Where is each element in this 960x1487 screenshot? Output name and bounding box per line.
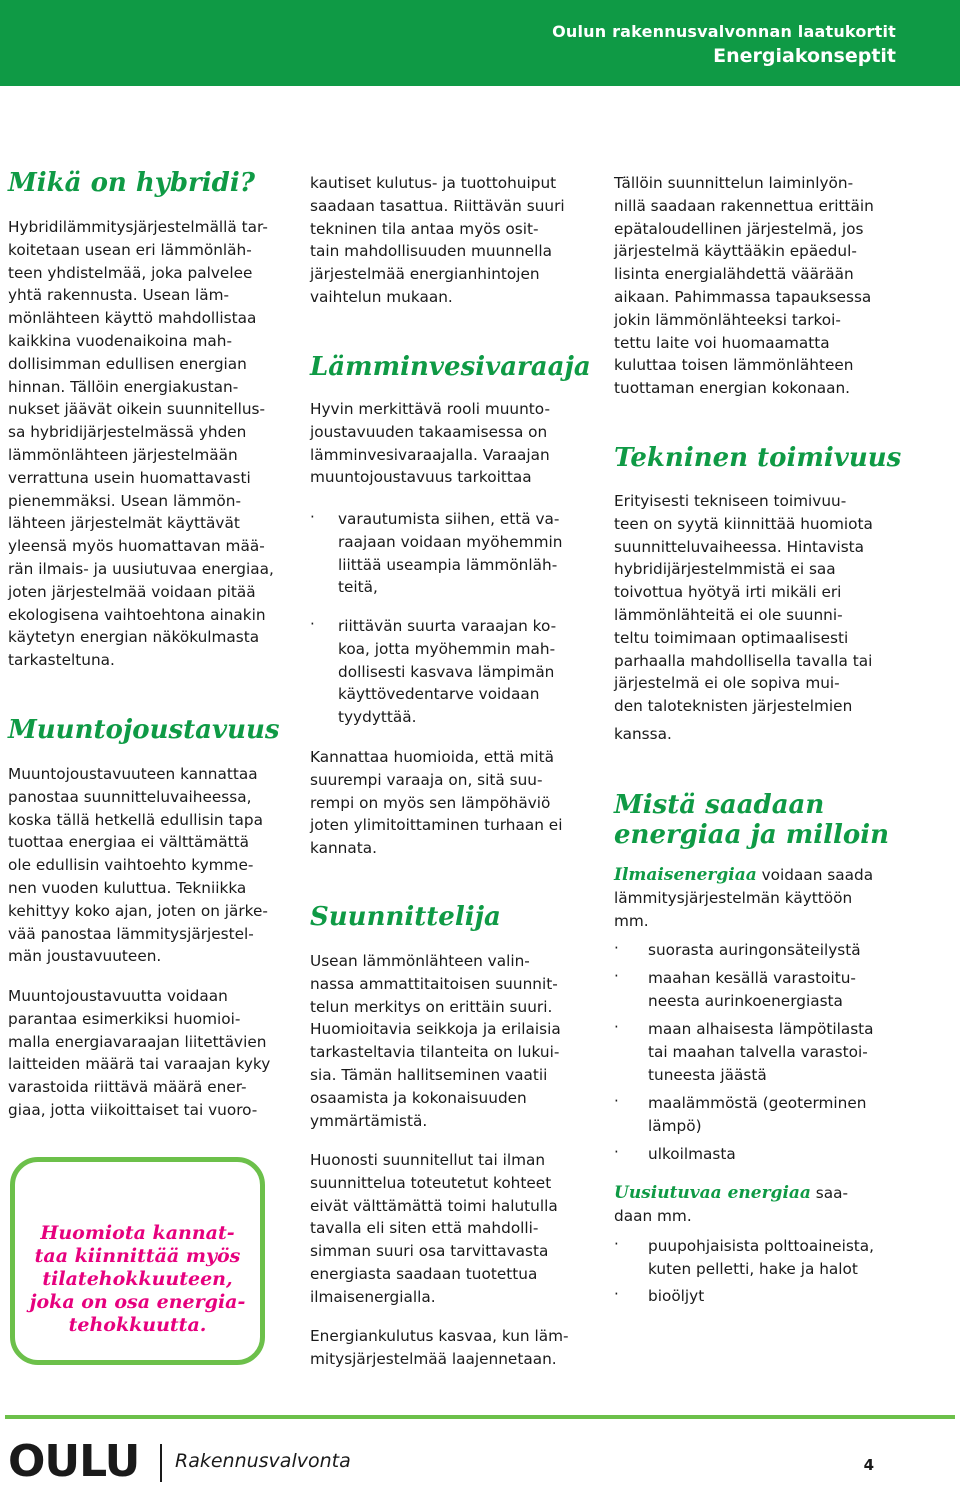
text-line: ilmaisenergialla.	[310, 1287, 436, 1306]
text-line: riittävän suurta varaajan ko-	[338, 617, 557, 635]
text-line: den taloteknisten järjestelmien	[614, 697, 853, 716]
text-line: maan alhaisesta lämpötilasta	[648, 1020, 874, 1038]
text-line: simman suuri osa tarvittavasta	[310, 1242, 549, 1261]
text-line: verrattuna usein huomattavasti	[8, 468, 251, 487]
callout-line: taa kiinnittää myös	[34, 1245, 241, 1267]
list-item-text	[648, 1285, 904, 1308]
ilmaisenergia-label: Ilmaisenergiaa	[614, 865, 757, 885]
list-item	[614, 1285, 904, 1308]
text-line: kehittyy koko ajan, joten on järke-	[8, 901, 268, 920]
paragraph-muuntojoustavuus-2	[8, 985, 298, 1122]
list-item	[614, 1092, 904, 1138]
text-line: suunnitteluvaiheessa. Hintavista	[614, 537, 865, 556]
text-line: nen vuoden kuluttua. Tekniikka	[8, 878, 247, 897]
heading-tekninen-toimivuus: Tekninen toimivuus	[614, 443, 902, 473]
text-line: Muuntojoustavuutta voidaan	[8, 987, 228, 1005]
text-line: Tällöin suunnittelun laiminlyön-	[614, 174, 854, 192]
bullet-icon: ·	[614, 1285, 619, 1303]
text-span: saa-	[810, 1184, 849, 1202]
paragraph-tekninen-toimivuus	[614, 490, 904, 746]
text-line: parantaa esimerkiksi huomioi-	[8, 1009, 241, 1028]
list-item	[614, 1235, 904, 1281]
text-line: sia. Tämän hallitseminen vaatii	[310, 1065, 548, 1084]
text-line: mönlähteen käyttö mahdollistaa	[8, 309, 257, 328]
text-line: teltu toimimaan optimaalisesti	[614, 628, 849, 647]
text-line: joten järjestelmää voidaan pitää	[8, 582, 256, 601]
list-item-text	[648, 1092, 904, 1138]
text-line: män joustavuuteen.	[8, 947, 162, 966]
text-line: tarkasteltavia tilanteita on lukui-	[310, 1043, 560, 1062]
callout-line: Huomiota kannat-	[40, 1222, 235, 1244]
text-line: tuottaman energian kokonaan.	[614, 379, 851, 398]
text-line: Hyvin merkittävä rooli muunto-	[310, 400, 550, 418]
text-line: laitteiden määrä tai varaajan kyky	[8, 1055, 271, 1074]
text-line: nillä saadaan rakennettua erittäin	[614, 196, 874, 215]
text-line: koska tällä hetkellä edullisin tapa	[8, 810, 263, 829]
text-line: koa, jotta myöhemmin mah-	[338, 639, 556, 658]
text-line: tarkasteltuna.	[8, 651, 115, 670]
paragraph-ilmaisenergia	[614, 864, 904, 932]
bullet-icon: ·	[310, 615, 315, 633]
text-line: pienemmäksi. Usean lämmön-	[8, 491, 241, 510]
text-line: maalämmöstä (geoterminen	[648, 1094, 867, 1112]
list-item	[614, 1018, 904, 1086]
heading-line: energiaa ja milloin	[614, 820, 890, 850]
text-line: malla energiavaraajan liitettävien	[8, 1032, 267, 1051]
text-line	[614, 864, 904, 887]
text-line: kuluttaa toisen lämmönlähteen	[614, 356, 854, 375]
text-line: hinnan. Tällöin energiakustan-	[8, 377, 239, 396]
paragraph-uusiutuva-energia	[614, 1182, 904, 1228]
text-line: lisinta energialähdettä väärään	[614, 265, 854, 284]
text-line: Erityisesti tekniseen toimivuu-	[614, 492, 847, 510]
text-line: maahan kesällä varastoitu-	[648, 969, 856, 987]
text-line: kanssa.	[614, 724, 672, 743]
text-line: ole edullisin vaihtoehto kymme-	[8, 856, 254, 875]
text-line: tettu laite voi huomaamatta	[614, 333, 830, 352]
text-line: järjestelmä käyttääkin epäedul-	[614, 242, 857, 261]
text-line: Hybridilämmitysjärjestelmällä tar-	[8, 218, 268, 236]
text-line: nassa ammattitaitoisen suunnit-	[310, 974, 558, 993]
text-line: lämminvesivaraajalla. Varaajan	[310, 445, 550, 464]
text-line: muuntojoustavuus tarkoittaa	[310, 468, 532, 487]
bullet-icon: ·	[614, 1018, 619, 1036]
text-line: ekologisena vaihtoehtona ainakin	[8, 605, 266, 624]
list-item-text	[648, 1143, 904, 1166]
text-line: tai maahan talvella varastoi-	[648, 1042, 868, 1061]
text-line: Huonosti suunnitellut tai ilman	[310, 1151, 546, 1169]
department-name: Rakennusvalvonta	[175, 1450, 351, 1472]
text-line: ulkoilmasta	[648, 1145, 736, 1163]
text-line: mm.	[614, 911, 649, 930]
oulu-logo: OULU	[8, 1436, 140, 1487]
text-line: parhaalla mahdollisella tavalla tai	[614, 651, 873, 670]
text-line: Huomioitavia seikkoja ja erilaisia	[310, 1020, 561, 1039]
text-line: rempi on myös sen lämpöhäviö	[310, 793, 551, 812]
bullet-icon: ·	[614, 939, 619, 957]
paragraph-energiankulutus	[310, 1325, 600, 1371]
text-line: vaihtelun mukaan.	[310, 287, 453, 306]
text-line: tuneesta jäästä	[648, 1065, 767, 1084]
text-line: toivottua hyötyä irti mikäli eri	[614, 583, 842, 602]
text-line: lähteen järjestelmät käyttävät	[8, 514, 240, 533]
callout-line: joka on osa energia-	[29, 1291, 246, 1313]
text-line: aikaan. Pahimmassa tapauksessa	[614, 287, 872, 306]
text-line: mitysjärjestelmää laajennetaan.	[310, 1349, 557, 1368]
callout-box	[10, 1157, 265, 1365]
text-line: raajaan voidaan myöhemmin	[338, 532, 563, 551]
text-line: daan mm.	[614, 1206, 692, 1225]
text-line: tavalla eli siten että mahdolli-	[310, 1219, 539, 1238]
text-line: varautumista siihen, että va-	[338, 510, 560, 528]
text-line	[614, 1182, 904, 1205]
paragraph-continuation	[310, 172, 600, 309]
list-item-text	[648, 939, 904, 962]
text-line: ymmärtämistä.	[310, 1111, 428, 1130]
text-line: lämmitysjärjestelmän käyttöön	[614, 888, 853, 907]
text-line: saadaan tasattua. Riittävän suuri	[310, 196, 565, 215]
text-line: Kannattaa huomioida, että mitä	[310, 748, 554, 766]
paragraph-laiminlyonti	[614, 172, 904, 400]
text-line: tekninen tila antaa myös osit-	[310, 219, 539, 238]
text-line: osaamista ja kokonaisuuden	[310, 1088, 527, 1107]
text-line: eivät välttämättä toimi halutulla	[310, 1196, 558, 1215]
text-line: tuottaa energiaa ei välttämättä	[8, 833, 249, 852]
text-line: teen on syytä kiinnittää huomiota	[614, 514, 873, 533]
list-item	[614, 967, 904, 1013]
header-banner	[0, 0, 960, 86]
text-line: giaa, jotta viikoittaiset tai vuoro-	[8, 1100, 258, 1119]
text-line: koitetaan usean eri lämmönläh-	[8, 240, 252, 259]
text-line: Energiankulutus kasvaa, kun läm-	[310, 1327, 569, 1345]
text-line: puupohjaisista polttoaineista,	[648, 1237, 875, 1255]
text-line: dollisesti kasvava lämpimän	[338, 662, 555, 681]
text-line: yleensä myös huomattavan mää-	[8, 537, 265, 556]
text-line: kuten pelletti, hake ja halot	[648, 1259, 858, 1278]
footer-divider	[5, 1415, 955, 1419]
paragraph-muuntojoustavuus-1	[8, 763, 298, 968]
text-line: kannata.	[310, 839, 377, 858]
text-line: Muuntojoustavuuteen kannattaa	[8, 765, 258, 783]
text-line: lämpö)	[648, 1116, 702, 1135]
bullet-icon: ·	[614, 1143, 619, 1161]
series-title: Oulun rakennusvalvonnan laatukortit	[552, 22, 896, 41]
heading-lamminvesivaraaja: Lämminvesivaraaja	[310, 352, 591, 382]
bullet-icon: ·	[310, 508, 315, 526]
text-line: kaikkina vuodenaikoina mah-	[8, 331, 233, 350]
text-line: suurempi varaaja on, sitä suu-	[310, 770, 543, 789]
list-item	[310, 508, 600, 599]
list-item-text	[648, 1018, 904, 1086]
callout-line: tehokkuutta.	[68, 1314, 207, 1336]
text-line: kautiset kulutus- ja tuottohuiput	[310, 174, 557, 192]
text-line: panostaa suunnitteluvaiheessa,	[8, 787, 252, 806]
text-span: voidaan saada	[756, 866, 874, 884]
text-line: dollisimman edullisen energian	[8, 354, 247, 373]
text-line: lämmönlähteitä ei ole suunni-	[614, 605, 843, 624]
text-line: käyttövedentarve voidaan	[338, 685, 540, 704]
text-line: suorasta auringonsäteilystä	[648, 941, 861, 959]
callout-text	[15, 1222, 260, 1337]
page-number: 4	[863, 1456, 874, 1474]
paragraph-lamminvesivaraaja	[310, 398, 600, 489]
text-line: yhtä rakennusta. Usean läm-	[8, 286, 230, 305]
text-line: energiasta saadaan tuotettua	[310, 1264, 538, 1283]
text-line: hybridijärjestelmmistä ei saa	[614, 560, 836, 579]
heading-mista-saadaan	[614, 790, 889, 850]
text-line: nukset jäävät oikein suunnitellus-	[8, 400, 266, 419]
list-item-text	[648, 1235, 904, 1281]
text-line: rän ilmais- ja uusiutuvaa energiaa,	[8, 559, 274, 578]
text-line: neesta aurinkoenergiasta	[648, 991, 843, 1010]
text-line: sa hybridijärjestelmässä yhden	[8, 423, 247, 442]
card-title: Energiakonseptit	[713, 45, 896, 67]
text-line: järjestelmä ei ole sopiva mui-	[614, 674, 840, 693]
text-line: bioöljyt	[648, 1287, 705, 1305]
heading-line: Mistä saadaan	[614, 790, 825, 820]
text-line: tain mahdollisuuden muunnella	[310, 242, 552, 261]
text-line: teitä,	[338, 578, 378, 597]
text-line: Usean lämmönlähteen valin-	[310, 952, 530, 970]
list-item	[614, 1143, 904, 1166]
list-item	[614, 939, 904, 962]
list-item-text	[648, 967, 904, 1013]
text-line: suunnittelua toteutetut kohteet	[310, 1173, 552, 1192]
text-line: epätaloudellinen järjestelmä, jos	[614, 219, 864, 238]
heading-mika-on-hybridi: Mikä on hybridi?	[8, 168, 255, 198]
list-item-text	[338, 615, 600, 729]
paragraph-hybridi	[8, 216, 298, 672]
paragraph-suunnittelija-1	[310, 950, 600, 1132]
footer-separator	[160, 1444, 162, 1482]
heading-suunnittelija: Suunnittelija	[310, 902, 501, 932]
text-line: käytetyn energian näkökulmasta	[8, 628, 260, 647]
text-line: varastoida riittävä määrä ener-	[8, 1078, 247, 1097]
text-line: järjestelmää energianhintojen	[310, 265, 540, 284]
bullet-icon: ·	[614, 1092, 619, 1110]
text-line: lämmönlähteen järjestelmään	[8, 445, 238, 464]
uusiutuva-energia-label: Uusiutuvaa energiaa	[614, 1183, 811, 1203]
bullet-icon: ·	[614, 967, 619, 985]
callout-line: tilatehokkuuteen,	[42, 1268, 233, 1290]
text-line: vää panostaa lämmitysjärjestel-	[8, 924, 254, 943]
list-item	[310, 615, 600, 729]
text-line: joustavuuden takaamisessa on	[310, 422, 548, 441]
heading-muuntojoustavuus: Muuntojoustavuus	[8, 715, 280, 745]
text-line: liittää useampia lämmönläh-	[338, 555, 558, 574]
text-line: tyydyttää.	[338, 708, 417, 727]
bullet-icon: ·	[614, 1235, 619, 1253]
text-line: jokin lämmönlähteeksi tarkoi-	[614, 310, 841, 329]
text-line: teen yhdistelmää, joka palvelee	[8, 263, 253, 282]
text-line: telun merkitys on erittäin suuri.	[310, 997, 553, 1016]
list-item-text	[338, 508, 600, 599]
paragraph-suunnittelija-2	[310, 1149, 600, 1309]
paragraph-varaaja-koko	[310, 746, 600, 860]
text-line: joten ylimitoittaminen turhaan ei	[310, 816, 563, 835]
